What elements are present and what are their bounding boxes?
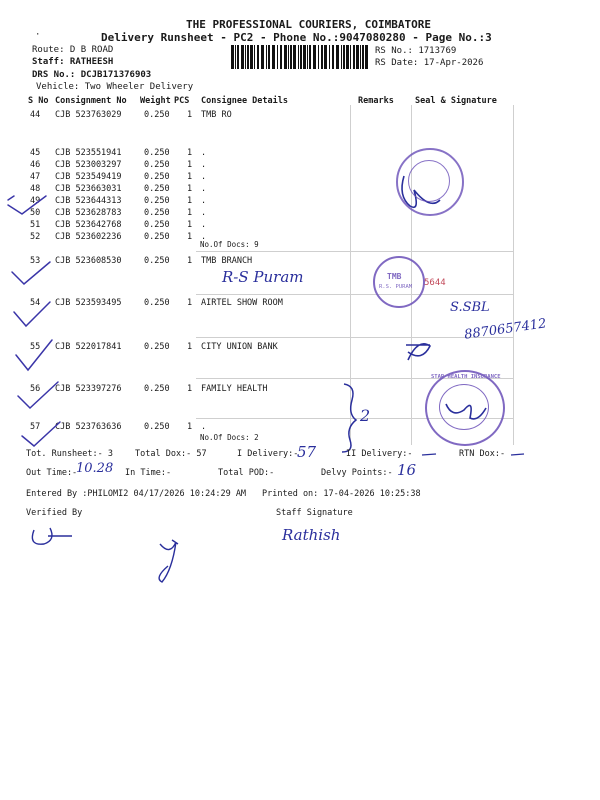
signature-scribble-icon <box>406 344 430 360</box>
row-pcs: 1 <box>187 232 193 242</box>
row-consignee: . <box>201 160 207 170</box>
row-pcs: 1 <box>187 256 193 266</box>
drs-number: DRS No.: DCJB171376903 <box>32 70 152 80</box>
row-weight: 0.250 <box>144 148 170 158</box>
rtn-dox-dash <box>511 454 524 455</box>
vehicle-text: Vehicle: Two Wheeler Delivery <box>36 82 194 92</box>
check-mark-icon <box>8 196 14 200</box>
row-weight: 0.250 <box>144 342 170 352</box>
row-weight: 0.250 <box>144 208 170 218</box>
row-consignment-no: CJB 523763029 <box>55 110 122 120</box>
row-consignee: TMB RO <box>201 110 232 120</box>
row-sno: 53 <box>30 256 41 266</box>
total-pod-label: Total POD:- <box>218 468 275 478</box>
verified-signature-icon <box>159 540 178 582</box>
check-mark-icon <box>12 262 50 284</box>
handwritten-location: R-S Puram <box>222 268 304 286</box>
row-pcs: 1 <box>187 148 193 158</box>
row-pcs: 1 <box>187 184 193 194</box>
staff-signature-value: Rathish <box>282 526 341 544</box>
row-weight: 0.250 <box>144 298 170 308</box>
row-consignee: . <box>201 184 207 194</box>
row-sno: 46 <box>30 160 41 170</box>
row-weight: 0.250 <box>144 256 170 266</box>
row-consignment-no: CJB 523551941 <box>55 148 122 158</box>
insurance-stamp <box>425 370 505 446</box>
check-mark-icon <box>16 340 52 370</box>
row-consignee: CITY UNION BANK <box>201 342 278 352</box>
row-consignment-no: CJB 523593495 <box>55 298 122 308</box>
row-consignee: . <box>201 196 207 206</box>
row-sno: 52 <box>30 232 41 242</box>
check-mark-icon <box>8 196 46 214</box>
total-dox: Total Dox:- 57 <box>135 449 207 459</box>
row-pcs: 1 <box>187 422 193 432</box>
docs-note: No.Of Docs: 2 <box>200 433 259 442</box>
row-pcs: 1 <box>187 208 193 218</box>
insurance-stamp-text: STAR HEALTH INSURANCE <box>431 374 501 380</box>
ii-delivery-dash <box>422 454 436 455</box>
row-pcs: 1 <box>187 172 193 182</box>
docs-note: No.Of Docs: 9 <box>200 240 259 249</box>
row-weight: 0.250 <box>144 184 170 194</box>
in-time-label: In Time:- <box>125 468 172 478</box>
col-remarks: Remarks <box>358 96 394 106</box>
row-consignment-no: CJB 523608530 <box>55 256 122 266</box>
tot-runsheet: Tot. Runsheet:- 3 <box>26 449 113 459</box>
check-mark-icon <box>22 422 60 446</box>
row-consignment-no: CJB 523642768 <box>55 220 122 230</box>
row-consignee: . <box>201 172 207 182</box>
check-mark-icon <box>18 382 58 408</box>
row-consignee: FAMILY HEALTH <box>201 384 268 394</box>
staff-signature-label: Staff Signature <box>276 508 353 518</box>
row-weight: 0.250 <box>144 110 170 120</box>
col-weight: Weight <box>140 96 171 106</box>
row-weight: 0.250 <box>144 172 170 182</box>
row-sno: 49 <box>30 196 41 206</box>
row-pcs: 1 <box>187 160 193 170</box>
row-consignment-no: CJB 523602236 <box>55 232 122 242</box>
row-pcs: 1 <box>187 384 193 394</box>
row-sno: 54 <box>30 298 41 308</box>
rs-date: RS Date: 17-Apr-2026 <box>375 58 484 68</box>
row-consignment-no: CJB 523549419 <box>55 172 122 182</box>
handwritten-bracket-number: 2 <box>360 406 371 425</box>
delvy-points-label: Delvy Points:- <box>321 468 393 478</box>
handwritten-remark-phone: 8870657412 <box>463 316 548 343</box>
tmb-stamp <box>373 256 425 308</box>
delvy-points-value: 16 <box>397 461 417 479</box>
row-consignee: TMB BRANCH <box>201 256 253 266</box>
row-weight: 0.250 <box>144 196 170 206</box>
row-consignment-no: CJB 523397276 <box>55 384 122 394</box>
route-text: Route: D B ROAD <box>32 45 114 55</box>
row-consignment-no: CJB 523003297 <box>55 160 122 170</box>
row-consignment-no: CJB 523663031 <box>55 184 122 194</box>
header-dot: · <box>35 30 41 40</box>
rs-number: RS No.: 1713769 <box>375 46 457 56</box>
row-pcs: 1 <box>187 342 193 352</box>
col-pcs: PCS <box>174 96 190 106</box>
printed-on: Printed on: 17-04-2026 10:25:38 <box>262 489 421 499</box>
ii-delivery-label: II Delivery:- <box>346 449 413 459</box>
row-weight: 0.250 <box>144 232 170 242</box>
verified-by-label: Verified By <box>26 508 83 518</box>
row-pcs: 1 <box>187 298 193 308</box>
seal-stamp <box>396 148 464 216</box>
row-sno: 44 <box>30 110 41 120</box>
row-pcs: 1 <box>187 110 193 120</box>
i-delivery-label: I Delivery:- <box>237 449 299 459</box>
row-consignee: . <box>201 208 207 218</box>
row-consignment-no: CJB 523628783 <box>55 208 122 218</box>
row-sno: 55 <box>30 342 41 352</box>
row-pcs: 1 <box>187 196 193 206</box>
row-sno: 48 <box>30 184 41 194</box>
col-consignee: Consignee Details <box>201 96 288 106</box>
row-weight: 0.250 <box>144 422 170 432</box>
row-sno: 45 <box>30 148 41 158</box>
row-consignment-no: CJB 523644313 <box>55 196 122 206</box>
row-sno: 47 <box>30 172 41 182</box>
staff-text: Staff: RATHEESH <box>32 57 114 67</box>
col-sno: S No <box>28 96 49 106</box>
row-consignment-no: CJB 523763636 <box>55 422 122 432</box>
handwritten-remark-name: S.SBL <box>450 300 490 315</box>
col-seal: Seal & Signature <box>415 96 497 106</box>
row-sno: 50 <box>30 208 41 218</box>
i-delivery-value: 57 <box>297 443 317 461</box>
row-pcs: 1 <box>187 220 193 230</box>
col-consignment: Consignment No <box>55 96 127 106</box>
check-mark-icon <box>14 302 50 326</box>
row-consignee: . <box>201 220 207 230</box>
handwritten-stamp-number: 5644 <box>424 278 446 288</box>
row-sno: 51 <box>30 220 41 230</box>
tmb-stamp-subtext: R.S. PURAM <box>379 284 413 290</box>
row-weight: 0.250 <box>144 220 170 230</box>
out-time-value: 10.28 <box>76 461 114 476</box>
row-consignee: . <box>201 148 207 158</box>
tmb-stamp-text: TMB <box>387 272 402 281</box>
out-time-label: Out Time:- <box>26 468 78 478</box>
row-consignee: . <box>201 422 207 432</box>
row-sno: 56 <box>30 384 41 394</box>
row-consignment-no: CJB 522017841 <box>55 342 122 352</box>
row-consignee: AIRTEL SHOW ROOM <box>201 298 283 308</box>
row-sno: 57 <box>30 422 41 432</box>
runsheet-title: Delivery Runsheet - PC2 - Phone No.:9047080280 - Page No.:3 <box>101 31 492 44</box>
row-weight: 0.250 <box>144 160 170 170</box>
brace-icon <box>342 384 356 452</box>
company-name: THE PROFESSIONAL COURIERS, COIMBATORE <box>186 18 432 31</box>
rtn-dox-label: RTN Dox:- <box>459 449 506 459</box>
entered-by: Entered By :PHILOMI2 04/17/2026 10:24:29 AM <box>26 489 247 499</box>
row-weight: 0.250 <box>144 384 170 394</box>
row-consignee: . <box>201 232 207 242</box>
verified-signature-icon <box>32 528 72 544</box>
